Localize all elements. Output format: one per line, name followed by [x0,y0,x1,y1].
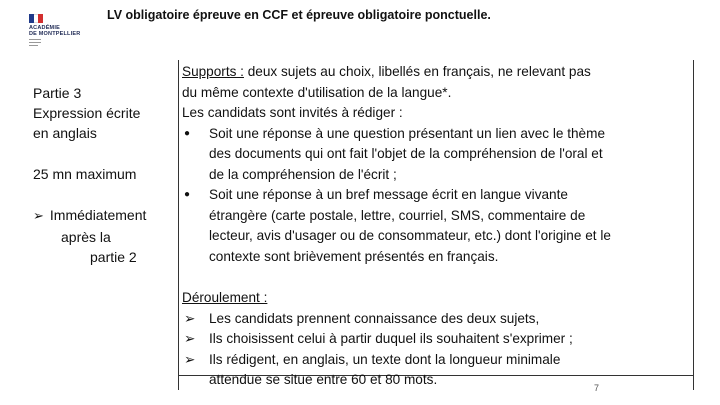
timing-line2: après la [61,229,111,245]
bullet2-line4: contexte sont brièvement présentés en français. [209,248,499,264]
deroulement-item3: Ils rédigent, en anglais, un texte dont la longueur minimale [209,351,561,367]
deroulement-heading: Déroulement : [182,290,268,305]
timing-row [33,205,146,227]
list-item [182,124,692,145]
logo-line1: ACADÉMIE [29,25,60,31]
deroulement-item3-line2: attendue se situe entre 60 et 80 mots. [209,372,438,387]
logo-tagline-line [29,42,41,43]
bullet1-line1: Soit une réponse à une question présentant un lien avec le thème [209,125,606,141]
bullet-dot-icon: ● [184,189,191,200]
supports-section [182,62,692,267]
logo-line2: DE MONTPELLIER [29,31,81,37]
arrow-bullet-icon: ➢ [184,331,196,346]
bullet-dot-icon: ● [184,127,191,139]
list-item [182,329,692,350]
bullet1-line2: des documents qui ont fait l'objet de la compréhension de l'oral et [209,146,603,161]
bullet2-line2: étrangère (carte postale, lettre, courriel, SMS, commentaire de [209,207,586,223]
supports-line2: du même contexte d'utilisation de la langue*. [182,84,452,100]
deroulement-item2: Ils choisissent celui à partir duquel ils souhaitent s'exprimer ; [209,331,573,346]
timing-line1: Immédiatement [49,207,147,223]
page-number: 7 [594,383,600,393]
deroulement-item1: Les candidats prennent connaissance des deux sujets, [209,310,540,326]
deroulement-section [182,288,692,391]
column-divider [178,60,179,390]
supports-heading: Supports : [182,64,244,79]
logo-tagline-line [29,45,38,46]
republique-flag-icon [29,14,43,23]
bullet2-line1: Soit une réponse à un bref message écrit en langue vivante [209,187,568,202]
subject-line2: en anglais [33,125,97,141]
timing-line3: partie 2 [90,249,137,265]
duration-label: 25 mn maximum [33,166,137,182]
arrow-bullet-icon: ➢ [184,310,196,326]
list-item [182,309,692,330]
bullet2-line3: lecteur, avis d'usager ou de consommateur, etc.) dont l'origine et le [209,228,611,243]
bullet1-line3: de la compréhension de l'écrit ; [209,166,397,182]
subject-line1: Expression écrite [33,105,141,121]
list-item [182,185,692,206]
academie-logo [27,14,87,50]
supports-line3: Les candidats sont invités à rédiger : [182,105,403,120]
list-item [182,350,692,371]
arrow-bullet-icon: ➢ [184,351,196,367]
page-title: LV obligatoire épreuve en CCF et épreuve obligatoire ponctuelle. [107,8,491,22]
logo-tagline-line [29,39,41,40]
arrow-bullet-icon: ➢ [33,208,44,223]
supports-line1: deux sujets au choix, libellés en français, ne relevant pas [243,64,591,79]
part-label: Partie 3 [33,85,82,101]
